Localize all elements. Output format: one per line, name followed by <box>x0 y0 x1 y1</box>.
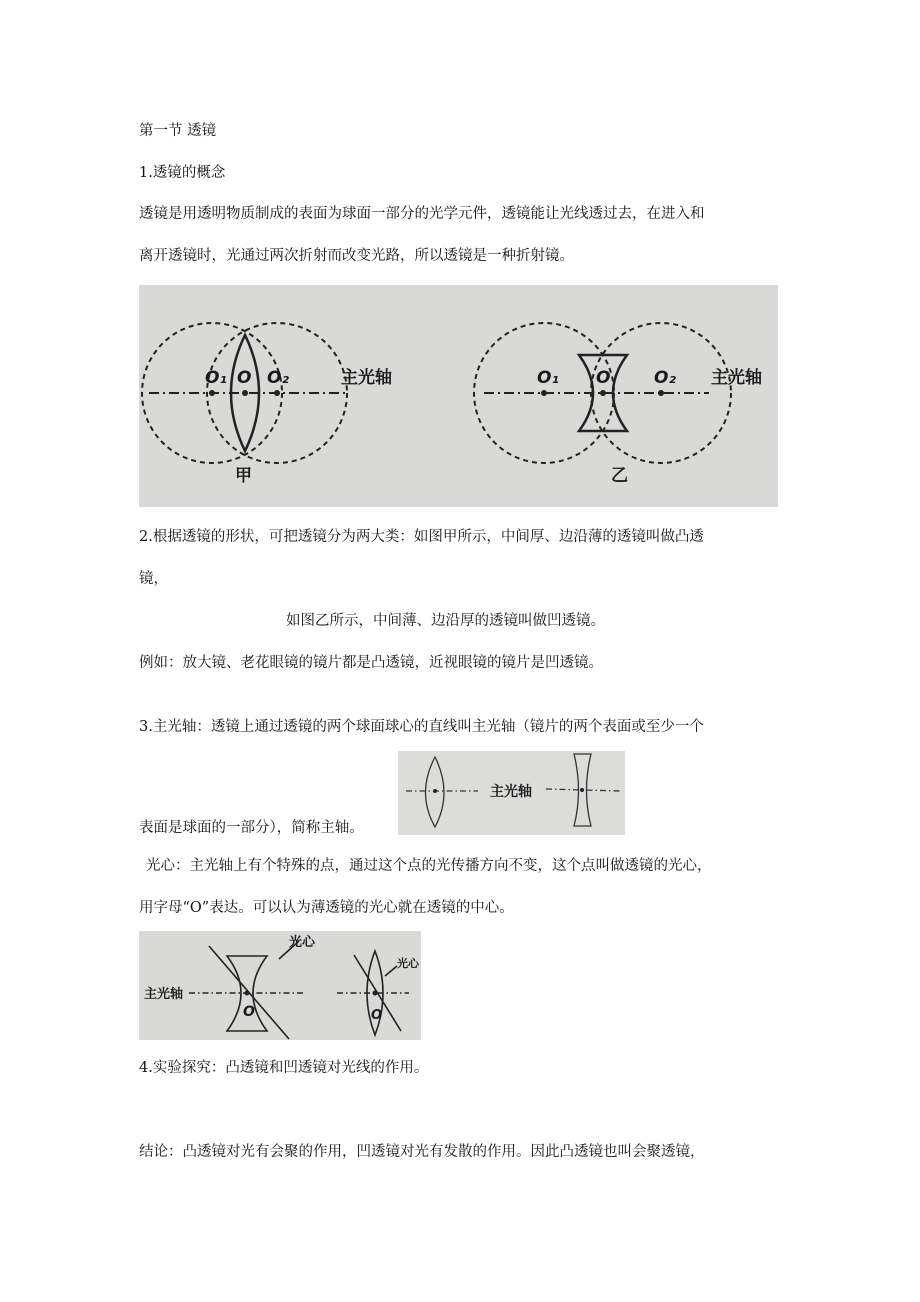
heading-lens-concept: 1.透镜的概念 <box>139 165 226 181</box>
paragraph-line: 离开透镜时，光通过两次折射而改变光路，所以透镜是一种折射镜。 <box>139 248 574 264</box>
figure-lens-types <box>139 285 778 507</box>
label-o: O <box>237 368 252 388</box>
label-o1: O₁ <box>537 368 559 388</box>
figure-optical-center <box>139 931 421 1040</box>
label-optical-center: 光心 <box>289 935 316 950</box>
label-o2: O₂ <box>267 368 289 388</box>
label-main-axis: 主光轴 <box>144 987 184 1002</box>
paragraph-line: 用字母“O”表达。可以认为薄透镜的光心就在透镜的中心。 <box>139 900 514 916</box>
label-o: O <box>596 368 611 388</box>
label-main-axis: 主光轴 <box>341 368 392 388</box>
label-o2: O₂ <box>654 368 676 388</box>
label-o: O <box>371 1008 383 1023</box>
paragraph-line: 2.根据透镜的形状，可把透镜分为两大类：如图甲所示，中间厚、边沿薄的透镜叫做凸透 <box>139 529 704 545</box>
paragraph-line: 例如：放大镜、老花眼镜的镜片都是凸透镜，近视眼镜的镜片是凹透镜。 <box>139 655 603 671</box>
label-o: O <box>243 1004 255 1020</box>
paragraph-line: 4.实验探究：凸透镜和凹透镜对光线的作用。 <box>139 1060 429 1076</box>
figure-main-axis <box>398 751 625 835</box>
paragraph-line: 光心：主光轴上有个特殊的点，通过这个点的光传播方向不变，这个点叫做透镜的光心， <box>146 858 712 874</box>
label-yi: 乙 <box>611 466 628 486</box>
label-main-axis: 主光轴 <box>490 784 532 800</box>
paragraph-line: 3.主光轴：透镜上通过透镜的两个球面球心的直线叫主光轴（镜片的两个表面或至少一个 <box>139 719 704 735</box>
label-o1: O₁ <box>205 368 227 388</box>
paragraph-line: 如图乙所示，中间薄、边沿厚的透镜叫做凹透镜。 <box>286 613 605 629</box>
label-main-axis: 主光轴 <box>711 368 762 388</box>
paragraph-line: 结论：凸透镜对光有会聚的作用，凹透镜对光有发散的作用。因此凸透镜也叫会聚透镜， <box>139 1144 705 1160</box>
paragraph-line: 镜， <box>139 571 168 587</box>
paragraph-line: 表面是球面的一部分），简称主轴。 <box>139 820 364 836</box>
paragraph-line: 透镜是用透明物质制成的表面为球面一部分的光学元件，透镜能让光线透过去，在进入和 <box>139 206 705 222</box>
label-optical-center: 光心 <box>397 957 419 970</box>
section-title: 第一节 透镜 <box>139 123 217 139</box>
label-jia: 甲 <box>235 466 252 486</box>
